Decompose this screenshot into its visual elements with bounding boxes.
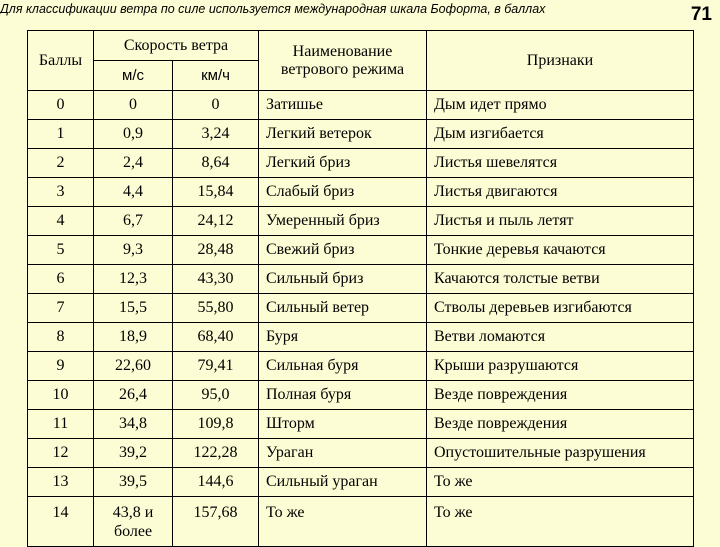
cell-kmh: 79,41	[173, 352, 259, 381]
table-row	[28, 410, 694, 439]
cell-kmh: 43,30	[173, 265, 259, 294]
cell-name: Ураган	[259, 439, 427, 468]
cell-ms: 39,5	[94, 468, 173, 497]
cell-name: Шторм	[259, 410, 427, 439]
cell-ms: 34,8	[94, 410, 173, 439]
beaufort-table	[27, 30, 694, 547]
cell-signs: То же	[427, 497, 694, 547]
cell-ms: 43,8 и более	[94, 497, 173, 547]
cell-ms: 22,60	[94, 352, 173, 381]
cell-name: Сильный ветер	[259, 294, 427, 323]
header-ms: м/с	[94, 61, 173, 91]
cell-ms: 12,3	[94, 265, 173, 294]
table-row	[28, 468, 694, 497]
table-row	[28, 352, 694, 381]
table-row	[28, 294, 694, 323]
cell-ms: 18,9	[94, 323, 173, 352]
cell-ball: 4	[28, 207, 94, 236]
cell-ball: 5	[28, 236, 94, 265]
cell-signs: Листья двигаются	[427, 178, 694, 207]
cell-name: Легкий бриз	[259, 149, 427, 178]
cell-signs: Крыши разрушаются	[427, 352, 694, 381]
table-row	[28, 265, 694, 294]
cell-signs: Стволы деревьев изгибаются	[427, 294, 694, 323]
table-caption: Для классификации ветра по силе используется международная шкала Бофорта, в баллах	[0, 2, 546, 16]
cell-kmh: 95,0	[173, 381, 259, 410]
cell-name: Слабый бриз	[259, 178, 427, 207]
cell-ms: 15,5	[94, 294, 173, 323]
cell-kmh: 157,68	[173, 497, 259, 547]
cell-name: Полная буря	[259, 381, 427, 410]
cell-name: То же	[259, 497, 427, 547]
cell-signs: Везде повреждения	[427, 381, 694, 410]
cell-signs: Дым идет прямо	[427, 91, 694, 120]
cell-ms: 2,4	[94, 149, 173, 178]
table-row	[28, 178, 694, 207]
table-row	[28, 439, 694, 468]
cell-ball: 11	[28, 410, 94, 439]
table-row	[28, 207, 694, 236]
header-signs: Признаки	[427, 31, 694, 91]
cell-kmh: 122,28	[173, 439, 259, 468]
cell-ball: 1	[28, 120, 94, 149]
cell-name: Буря	[259, 323, 427, 352]
cell-ball: 13	[28, 468, 94, 497]
cell-signs: Опустошительные разрушения	[427, 439, 694, 468]
cell-name: Умеренный бриз	[259, 207, 427, 236]
cell-kmh: 15,84	[173, 178, 259, 207]
cell-ball: 14	[28, 497, 94, 547]
cell-name: Затишье	[259, 91, 427, 120]
header-name: Наименование ветрового режима	[259, 31, 427, 91]
cell-kmh: 0	[173, 91, 259, 120]
cell-ms: 0	[94, 91, 173, 120]
cell-signs: Тонкие деревья качаются	[427, 236, 694, 265]
table-row	[28, 149, 694, 178]
cell-kmh: 55,80	[173, 294, 259, 323]
table-row	[28, 323, 694, 352]
header-speed: Скорость ветра	[94, 31, 259, 61]
cell-kmh: 144,6	[173, 468, 259, 497]
cell-name: Легкий ветерок	[259, 120, 427, 149]
cell-ball: 8	[28, 323, 94, 352]
cell-ball: 10	[28, 381, 94, 410]
cell-kmh: 8,64	[173, 149, 259, 178]
cell-ms: 26,4	[94, 381, 173, 410]
cell-name: Сильный бриз	[259, 265, 427, 294]
cell-signs: То же	[427, 468, 694, 497]
cell-ms: 4,4	[94, 178, 173, 207]
table-row	[28, 236, 694, 265]
cell-name: Сильный ураган	[259, 468, 427, 497]
page-number: 71	[690, 4, 712, 25]
header-kmh: км/ч	[173, 61, 259, 91]
cell-ball: 9	[28, 352, 94, 381]
cell-kmh: 109,8	[173, 410, 259, 439]
cell-ms: 39,2	[94, 439, 173, 468]
cell-ball: 12	[28, 439, 94, 468]
cell-signs: Листья шевелятся	[427, 149, 694, 178]
table-row	[28, 91, 694, 120]
cell-kmh: 68,40	[173, 323, 259, 352]
cell-ball: 0	[28, 91, 94, 120]
cell-name: Сильная буря	[259, 352, 427, 381]
cell-signs: Везде повреждения	[427, 410, 694, 439]
cell-ball: 3	[28, 178, 94, 207]
cell-ball: 7	[28, 294, 94, 323]
table-row	[28, 497, 694, 547]
header-balls: Баллы	[28, 31, 94, 91]
cell-name: Свежий бриз	[259, 236, 427, 265]
cell-kmh: 3,24	[173, 120, 259, 149]
cell-ms: 9,3	[94, 236, 173, 265]
cell-signs: Качаются толстые ветви	[427, 265, 694, 294]
table-row	[28, 381, 694, 410]
cell-ms: 0,9	[94, 120, 173, 149]
cell-signs: Ветви ломаются	[427, 323, 694, 352]
cell-ball: 6	[28, 265, 94, 294]
cell-signs: Дым изгибается	[427, 120, 694, 149]
table-row	[28, 120, 694, 149]
cell-ball: 2	[28, 149, 94, 178]
cell-ms: 6,7	[94, 207, 173, 236]
cell-kmh: 24,12	[173, 207, 259, 236]
cell-kmh: 28,48	[173, 236, 259, 265]
cell-signs: Листья и пыль летят	[427, 207, 694, 236]
